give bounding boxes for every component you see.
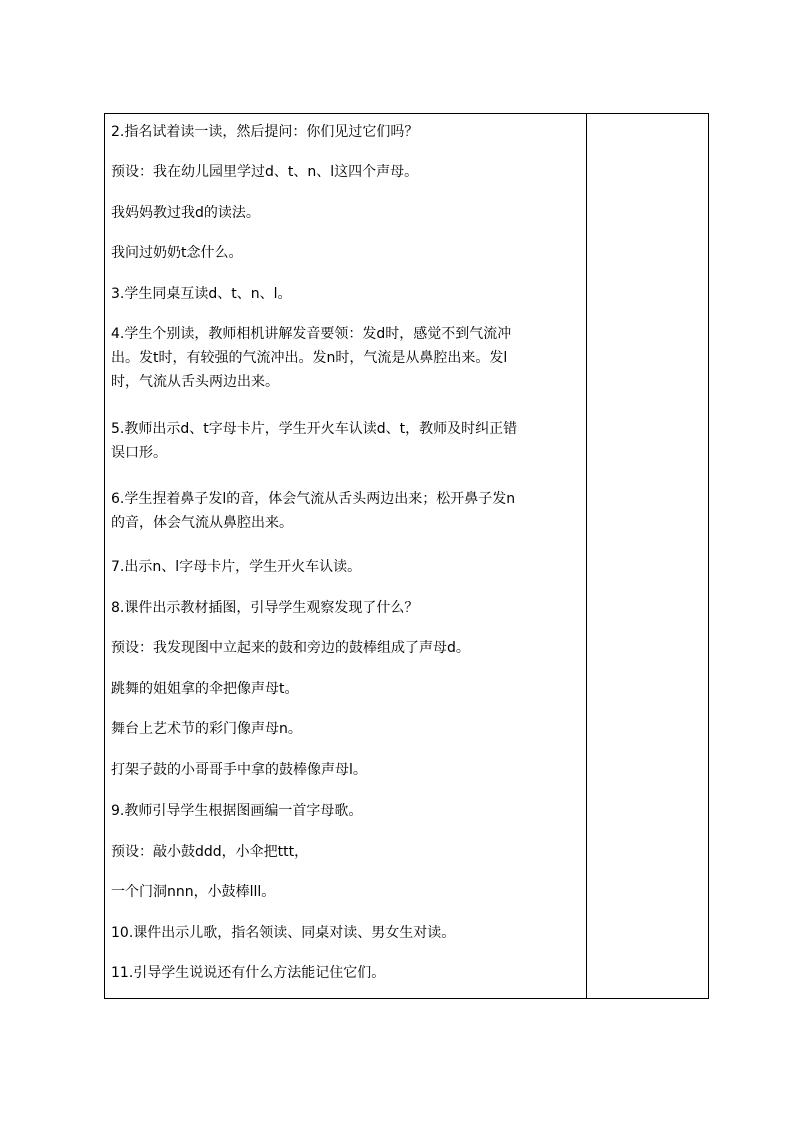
paragraph-dancer (111, 677, 577, 701)
paragraph-step-8 (111, 596, 577, 620)
paragraph-drummer (111, 758, 577, 782)
paragraph-step-4 (111, 322, 577, 394)
paragraph-mother (111, 201, 577, 225)
paragraph-step-10 (111, 921, 577, 945)
text-line: 预设：敲小鼓ddd，小伞把ttt， (111, 844, 309, 860)
lesson-table (104, 113, 709, 999)
text-line: 5.教师出示d、t字母卡片，学生开火车认读d、t，教师及时纠正错 (111, 421, 518, 437)
text-line: 的音，体会气流从鼻腔出来。 (111, 515, 293, 531)
text-line: 11.引导学生说说还有什么方法能记住它们。 (111, 965, 386, 981)
paragraph-step-9 (111, 799, 577, 823)
paragraph-step-11 (111, 961, 577, 985)
text-line: 预设：我在幼儿园里学过d、t、n、l这四个声母。 (111, 164, 419, 180)
text-line: 我问过奶奶t念什么。 (111, 245, 243, 261)
text-line: 舞台上艺术节的彩门像声母n。 (111, 721, 302, 737)
text-line: 6.学生捏着鼻子发l的音，体会气流从舌头两边出来；松开鼻子发n (111, 491, 516, 507)
paragraph-step-3 (111, 282, 577, 306)
paragraph-step-7 (111, 555, 577, 579)
column-divider (586, 114, 587, 998)
text-line: 打架子鼓的小哥哥手中拿的鼓棒像声母l。 (111, 762, 367, 778)
paragraph-step-6 (111, 487, 577, 535)
text-line: 4.学生个别读，教师相机讲解发音要领：发d时，感觉不到气流冲 (111, 326, 512, 342)
paragraph-song-line-2 (111, 880, 577, 904)
text-line: 9.教师引导学生根据图画编一首字母歌。 (111, 803, 363, 819)
paragraph-preset-3 (111, 840, 577, 864)
text-line: 3.学生同桌互读d、t、n、l。 (111, 286, 292, 302)
text-line: 误口形。 (111, 445, 167, 461)
text-line: 预设：我发现图中立起来的鼓和旁边的鼓棒组成了声母d。 (111, 640, 470, 656)
text-line: 一个门洞nnn，小鼓棒lll。 (111, 884, 276, 900)
paragraph-step-5 (111, 417, 577, 465)
paragraph-preset-1 (111, 160, 577, 184)
paragraph-step-2 (111, 120, 577, 144)
paragraph-preset-2 (111, 636, 577, 660)
text-line: 2.指名试着读一读，然后提问：你们见过它们吗？ (111, 124, 419, 140)
text-line: 我妈妈教过我d的读法。 (111, 205, 260, 221)
text-line: 时，气流从舌头两边出来。 (111, 374, 279, 390)
paragraph-grandma (111, 241, 577, 265)
text-line: 7.出示n、l字母卡片，学生开火车认读。 (111, 559, 362, 575)
text-line: 8.课件出示教材插图，引导学生观察发现了什么？ (111, 600, 419, 616)
paragraph-stage (111, 717, 577, 741)
text-line: 出。发t时，有较强的气流冲出。发n时，气流是从鼻腔出来。发l (111, 350, 508, 366)
text-line: 10.课件出示儿歌，指名领读、同桌对读、男女生对读。 (111, 925, 456, 941)
text-line: 跳舞的姐姐拿的伞把像声母t。 (111, 681, 299, 697)
